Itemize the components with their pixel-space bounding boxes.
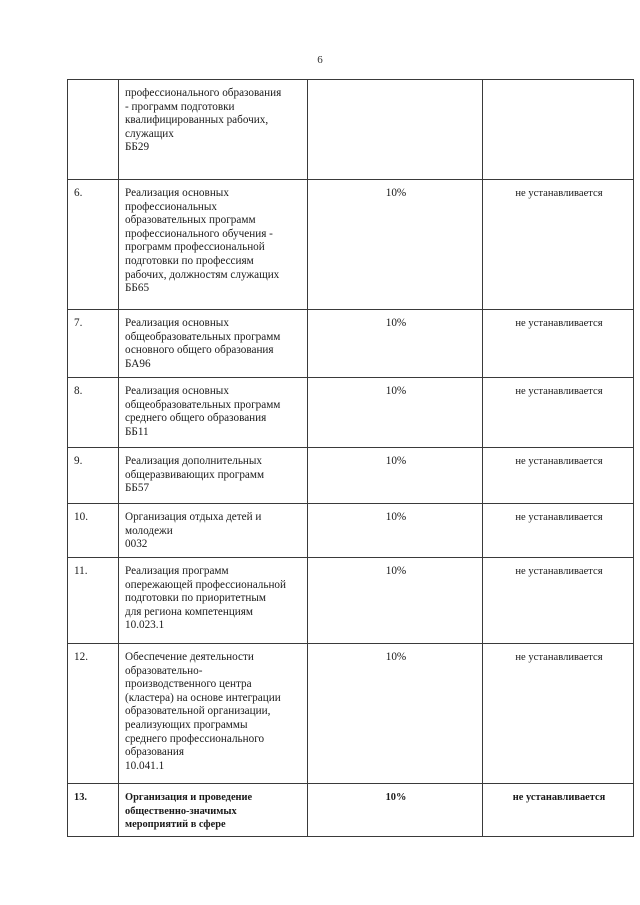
service-name-cell bbox=[119, 644, 308, 784]
note-cell bbox=[483, 378, 634, 448]
percentage-cell-text: 10% bbox=[385, 455, 407, 467]
row-number-cell bbox=[68, 644, 119, 784]
percentage-cell bbox=[308, 378, 483, 448]
service-name-cell-text: профессионального образования - программ подготовки квалифицированных рабочих, служащих ББ29 bbox=[125, 87, 282, 154]
table-row bbox=[68, 310, 634, 378]
table-row bbox=[68, 644, 634, 784]
table-row bbox=[68, 504, 634, 558]
percentage-cell-text: 10% bbox=[385, 565, 407, 577]
row-number-cell-text: 10. bbox=[74, 511, 88, 523]
percentage-cell-text: 10% bbox=[385, 317, 407, 329]
note-cell bbox=[483, 558, 634, 644]
percentage-cell bbox=[308, 180, 483, 310]
percentage-cell bbox=[308, 784, 483, 837]
note-cell-text: не устанавливается bbox=[515, 188, 603, 199]
service-name-cell bbox=[119, 180, 308, 310]
note-cell bbox=[483, 784, 634, 837]
service-name-cell bbox=[119, 310, 308, 378]
table-body bbox=[68, 80, 634, 837]
row-number-cell bbox=[68, 784, 119, 837]
service-name-cell bbox=[119, 80, 308, 180]
table-row bbox=[68, 378, 634, 448]
service-name-cell-text: Реализация основных общеобразовательных программ основного общего образования БА96 bbox=[125, 317, 281, 370]
percentage-cell-text: 10% bbox=[385, 511, 407, 523]
note-cell-text: не устанавливается bbox=[512, 792, 606, 803]
percentage-cell bbox=[308, 310, 483, 378]
row-number-cell bbox=[68, 80, 119, 180]
service-name-cell bbox=[119, 378, 308, 448]
note-cell bbox=[483, 644, 634, 784]
percentage-cell-text: 10% bbox=[385, 792, 407, 803]
table-row bbox=[68, 180, 634, 310]
row-number-cell bbox=[68, 310, 119, 378]
service-name-cell-text: Реализация основных общеобразовательных программ среднего общего образования ББ11 bbox=[125, 385, 281, 438]
note-cell-text: не устанавливается bbox=[515, 456, 603, 467]
row-number-cell bbox=[68, 558, 119, 644]
percentage-cell bbox=[308, 448, 483, 504]
note-cell-text: не устанавливается bbox=[515, 386, 603, 397]
row-number-cell-text: 8. bbox=[74, 385, 83, 397]
note-cell-text: не устанавливается bbox=[515, 652, 603, 663]
service-name-cell bbox=[119, 504, 308, 558]
table-row bbox=[68, 558, 634, 644]
row-number-cell-text: 11. bbox=[74, 565, 88, 577]
row-number-cell bbox=[68, 448, 119, 504]
service-name-cell bbox=[119, 558, 308, 644]
table-row bbox=[68, 784, 634, 837]
service-name-cell-text: Реализация дополнительных общеразвивающих программ ББ57 bbox=[125, 455, 265, 495]
row-number-cell-text: 13. bbox=[74, 792, 87, 803]
note-cell bbox=[483, 504, 634, 558]
row-number-cell-text: 7. bbox=[74, 317, 83, 329]
percentage-cell bbox=[308, 558, 483, 644]
note-cell bbox=[483, 448, 634, 504]
page-number: 6 bbox=[317, 54, 323, 66]
table-row bbox=[68, 80, 634, 180]
service-name-cell-text: Организация и проведение общественно-значимых мероприятий в сфере bbox=[125, 792, 253, 831]
note-cell bbox=[483, 180, 634, 310]
document-table bbox=[67, 79, 634, 837]
note-cell-text: не устанавливается bbox=[515, 512, 603, 523]
service-name-cell bbox=[119, 784, 308, 837]
table-row bbox=[68, 448, 634, 504]
percentage-cell bbox=[308, 80, 483, 180]
row-number-cell bbox=[68, 504, 119, 558]
service-name-cell-text: Реализация основных профессиональных образовательных программ профессионального обучения - программ профессиональной подготовки по профессиям рабочих, должностям служащих ББ65 bbox=[125, 187, 280, 295]
row-number-cell bbox=[68, 180, 119, 310]
service-name-cell-text: Обеспечение деятельности образовательно- производственного центра (кластера) на основе интеграции образовательной организации, реализующих программы среднего профессионального образования 10.041.1 bbox=[125, 651, 281, 772]
note-cell-text: не устанавливается bbox=[515, 566, 603, 577]
percentage-cell-text: 10% bbox=[385, 187, 407, 199]
percentage-cell-text: 10% bbox=[385, 651, 407, 663]
service-name-cell bbox=[119, 448, 308, 504]
service-name-cell-text: Организация отдыха детей и молодежи 0032 bbox=[125, 511, 262, 551]
percentage-cell bbox=[308, 504, 483, 558]
note-cell bbox=[483, 80, 634, 180]
row-number-cell bbox=[68, 378, 119, 448]
percentage-cell bbox=[308, 644, 483, 784]
row-number-cell-text: 9. bbox=[74, 455, 83, 467]
percentage-cell-text: 10% bbox=[385, 385, 407, 397]
row-number-cell-text: 12. bbox=[74, 651, 88, 663]
row-number-cell-text: 6. bbox=[74, 187, 83, 199]
service-name-cell-text: Реализация программ опережающей профессиональной подготовки по приоритетным для региона компетенциям 10.023.1 bbox=[125, 565, 287, 632]
note-cell-text: не устанавливается bbox=[515, 318, 603, 329]
note-cell bbox=[483, 310, 634, 378]
